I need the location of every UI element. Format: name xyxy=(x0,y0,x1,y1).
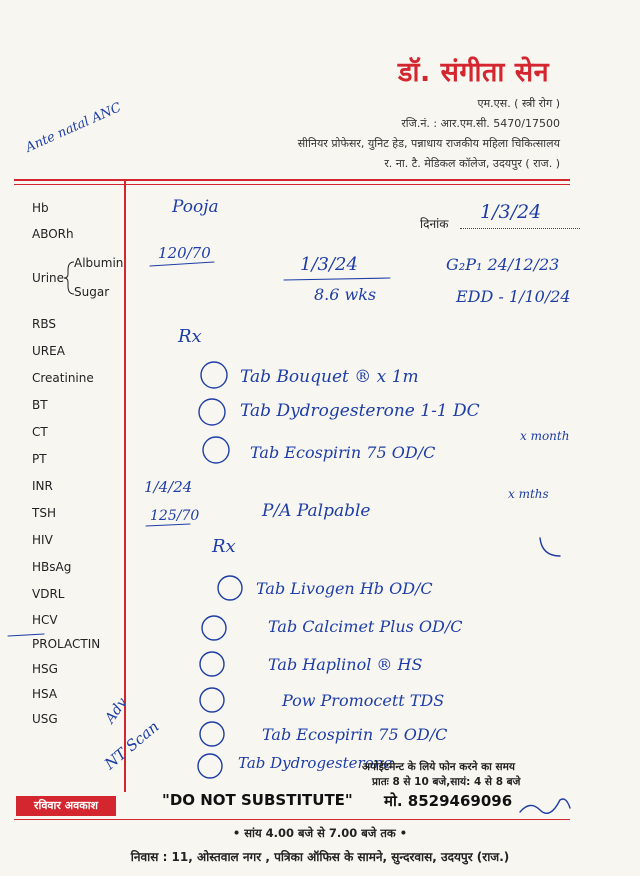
hw-med4: Tab Livogen Hb OD/C xyxy=(256,579,433,598)
test-hb: Hb xyxy=(32,201,49,215)
hw-circle-7 xyxy=(200,688,224,712)
appointment-hours-title: अपोईटमेन्ट के लिये फोन करने का समय xyxy=(362,761,516,773)
hw-edd: EDD - 1/10/24 xyxy=(456,287,571,306)
hw-gp: G₂P₁ 24/12/23 xyxy=(446,255,560,274)
test-hsa: HSA xyxy=(32,687,58,701)
test-sugar: Sugar xyxy=(74,285,110,299)
test-hsg: HSG xyxy=(32,662,58,676)
hw-med7: Pow Promocett TDS xyxy=(282,691,445,710)
hw-med1: Tab Bouquet ® x 1m xyxy=(240,367,419,387)
hw-circle-5 xyxy=(202,616,226,640)
hw-circle-6 xyxy=(200,652,224,676)
hw-circle-3 xyxy=(203,437,229,463)
test-bt: BT xyxy=(32,398,48,412)
hw-bp1-line xyxy=(150,262,214,266)
hw-circle-8 xyxy=(200,722,224,746)
test-hbsag: HBsAg xyxy=(32,560,72,574)
hw-med2-note: x month xyxy=(520,429,570,443)
test-pt: PT xyxy=(32,452,47,466)
hw-bp2: 125/70 xyxy=(150,508,200,524)
hw-date: 1/3/24 xyxy=(480,201,542,223)
hw-circle-1 xyxy=(201,362,227,388)
hw-adv: Adv xyxy=(102,695,131,727)
hw-med8: Tab Ecospirin 75 OD/C xyxy=(262,725,448,744)
test-albumin: Albumin xyxy=(74,256,124,270)
test-tsh: TSH xyxy=(32,506,56,520)
hw-weeks: 8.6 wks xyxy=(314,285,377,304)
test-vdrl: VDRL xyxy=(32,587,65,601)
residence-address: निवास : 11, ओस्तवाल नगर , पत्रिका ऑफिस के सामने, सुन्दरवास, उदयपुर (राज.) xyxy=(130,850,510,864)
hw-circle-2 xyxy=(199,399,225,425)
hw-side-note: Ante natal ANC xyxy=(23,100,124,156)
test-ct: CT xyxy=(32,425,48,439)
hw-med9: Tab Dydrogesterone xyxy=(238,754,393,772)
hw-med5: Tab Calcimet Plus OD/C xyxy=(268,617,463,636)
do-not-substitute: "DO NOT SUBSTITUTE" xyxy=(162,791,353,809)
hw-tick-mark xyxy=(540,538,560,556)
date-label: दिनांक xyxy=(420,217,449,231)
sunday-off-badge: रविवार अवकाश xyxy=(16,796,116,816)
hw-visit-date: 1/3/24 xyxy=(300,254,358,275)
registration-number: रजि.नं. : आर.एम.सी. 5470/17500 xyxy=(401,117,560,130)
test-rbs: RBS xyxy=(32,317,56,331)
phone-number: मो. 8529469096 xyxy=(384,792,513,810)
hw-circle-9 xyxy=(198,754,222,778)
test-prolactin: PROLACTIN xyxy=(32,637,101,651)
hw-pa: P/A Palpable xyxy=(262,501,371,521)
hw-patient-name: Pooja xyxy=(172,197,219,217)
designation: सीनियर प्रोफेसर, युनिट हेड, पन्नाधाय राजकीय महिला चिकित्सालय xyxy=(297,137,560,150)
hw-rx2: Rx xyxy=(212,536,236,557)
test-hcv: HCV xyxy=(32,613,58,627)
hw-weight-line xyxy=(284,278,390,280)
test-aborh: ABORh xyxy=(32,227,74,241)
doctor-name: डॉ. संगीता सेन xyxy=(398,57,550,88)
hw-med2: Tab Dydrogesterone 1-1 DC xyxy=(240,401,480,421)
test-inr: INR xyxy=(32,479,53,493)
hw-med3: Tab Ecospirin 75 OD/C xyxy=(250,443,436,462)
test-usg: USG xyxy=(32,712,58,726)
evening-hours: • सांय 4.00 बजे से 7.00 बजे तक • xyxy=(232,826,408,840)
hw-margin-stroke xyxy=(8,634,44,636)
hw-nt-scan: NT Scan xyxy=(101,717,163,774)
test-urea: UREA xyxy=(32,344,65,358)
appointment-hours-times: प्रातः 8 से 10 बजे,सायं: 4 से 8 बजे xyxy=(372,776,521,788)
hw-visit2-date: 1/4/24 xyxy=(144,478,193,496)
hw-bp1: 120/70 xyxy=(158,244,211,262)
college: र. ना. टै. मेडिकल कॉलेज, उदयपुर ( राज. ) xyxy=(384,157,560,170)
hw-circle-4 xyxy=(218,576,242,600)
test-hiv: HIV xyxy=(32,533,53,547)
hw-signature xyxy=(520,799,570,813)
hw-rx1: Rx xyxy=(178,326,202,347)
footer-divider xyxy=(14,819,570,820)
test-creatinine: Creatinine xyxy=(32,371,94,385)
hw-bp2-line xyxy=(146,524,190,526)
test-urine: Urine xyxy=(32,271,65,285)
qualification: एम.एस. ( स्त्री रोग ) xyxy=(477,97,560,110)
hw-med6: Tab Haplinol ® HS xyxy=(268,655,423,674)
hw-med3-note: x mths xyxy=(508,487,549,501)
